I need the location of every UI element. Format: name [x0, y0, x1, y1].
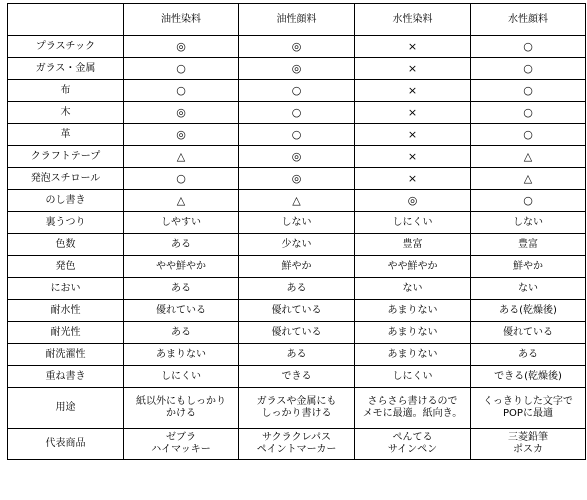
row-label: 代表商品 [8, 429, 124, 460]
table-cell: △ [124, 146, 239, 168]
table-cell: しない [471, 212, 586, 234]
table-cell: △ [471, 146, 586, 168]
table-cell: × [355, 168, 471, 190]
row-label: プラスチック [8, 36, 124, 58]
table-cell: ない [355, 278, 471, 300]
table-cell: ○ [471, 80, 586, 102]
table-cell: △ [471, 168, 586, 190]
table-row [8, 146, 586, 168]
header-row [8, 4, 586, 36]
table-cell: ガラスや金属にも しっかり書ける [239, 388, 355, 429]
table-cell: × [355, 146, 471, 168]
table-cell: ○ [124, 58, 239, 80]
table-cell: 少ない [239, 234, 355, 256]
table-cell: ある [124, 234, 239, 256]
table-row [8, 124, 586, 146]
table-cell: ○ [471, 190, 586, 212]
table-row [8, 190, 586, 212]
table-cell: ある(乾燥後) [471, 300, 586, 322]
table-cell: 鮮やか [471, 256, 586, 278]
table-cell: ○ [124, 168, 239, 190]
table-cell: あまりない [355, 344, 471, 366]
header-oil-pigment: 油性顔料 [239, 4, 355, 36]
table-row [8, 58, 586, 80]
table-cell: 優れている [124, 300, 239, 322]
table-cell: 鮮やか [239, 256, 355, 278]
table-cell: くっきりした文字で POPに最適 [471, 388, 586, 429]
table-row [8, 388, 586, 429]
table-cell: ある [239, 278, 355, 300]
table-cell: あまりない [124, 344, 239, 366]
table-cell: × [355, 124, 471, 146]
table-cell: △ [124, 190, 239, 212]
table-row [8, 234, 586, 256]
table-cell: しにくい [355, 212, 471, 234]
table-cell: 三菱鉛筆 ポスカ [471, 429, 586, 460]
row-label: 発泡スチロール [8, 168, 124, 190]
table-cell: ○ [239, 80, 355, 102]
table-cell: 優れている [471, 322, 586, 344]
table-cell: ○ [124, 80, 239, 102]
table-row [8, 429, 586, 460]
table-cell: ◎ [239, 168, 355, 190]
header-oil-dye: 油性染料 [124, 4, 239, 36]
row-label: 木 [8, 102, 124, 124]
table-cell: しにくい [355, 366, 471, 388]
table-cell: ○ [471, 124, 586, 146]
row-label: ガラス・金属 [8, 58, 124, 80]
table-cell: ◎ [239, 36, 355, 58]
table-cell: できる [239, 366, 355, 388]
row-label: 耐光性 [8, 322, 124, 344]
table-row [8, 278, 586, 300]
table-cell: できる(乾燥後) [471, 366, 586, 388]
table-cell: 豊富 [471, 234, 586, 256]
table-cell: ◎ [239, 146, 355, 168]
table-cell: ゼブラ ハイマッキー [124, 429, 239, 460]
row-label: クラフトテープ [8, 146, 124, 168]
table-cell: ある [124, 278, 239, 300]
table-cell: ○ [471, 102, 586, 124]
table-cell: サクラクレパス ペイントマーカー [239, 429, 355, 460]
table-row [8, 300, 586, 322]
table-cell: あまりない [355, 300, 471, 322]
table-cell: ぺんてる サインペン [355, 429, 471, 460]
table-cell: ある [239, 344, 355, 366]
row-label: 耐洗濯性 [8, 344, 124, 366]
table-cell: さらさら書けるので メモに最適。紙向き。 [355, 388, 471, 429]
row-label: 裏うつり [8, 212, 124, 234]
table-cell: ある [471, 344, 586, 366]
table-cell: × [355, 80, 471, 102]
table-row [8, 36, 586, 58]
row-label: 革 [8, 124, 124, 146]
row-label: のし書き [8, 190, 124, 212]
table-cell: やや鮮やか [124, 256, 239, 278]
header-water-pigment: 水性顔料 [471, 4, 586, 36]
table-cell: しない [239, 212, 355, 234]
table-cell: × [355, 102, 471, 124]
table-row [8, 322, 586, 344]
table-row [8, 102, 586, 124]
table-cell: しやすい [124, 212, 239, 234]
table-cell: あまりない [355, 322, 471, 344]
table-cell: ない [471, 278, 586, 300]
row-label: 耐水性 [8, 300, 124, 322]
table-row [8, 366, 586, 388]
row-label: 色数 [8, 234, 124, 256]
table-cell: やや鮮やか [355, 256, 471, 278]
table-cell: ○ [471, 36, 586, 58]
header-corner [8, 4, 124, 36]
table-cell: 優れている [239, 300, 355, 322]
table-row [8, 344, 586, 366]
comparison-table [7, 3, 586, 460]
row-label: 発色 [8, 256, 124, 278]
table-cell: × [355, 36, 471, 58]
table-cell: △ [239, 190, 355, 212]
row-label: におい [8, 278, 124, 300]
table-cell: ○ [471, 58, 586, 80]
table-cell: × [355, 58, 471, 80]
row-label: 用途 [8, 388, 124, 429]
table-row [8, 80, 586, 102]
table-cell: 豊富 [355, 234, 471, 256]
table-row [8, 256, 586, 278]
table-cell: ◎ [239, 58, 355, 80]
table-cell: 優れている [239, 322, 355, 344]
table-cell: 紙以外にもしっかり かける [124, 388, 239, 429]
row-label: 布 [8, 80, 124, 102]
header-water-dye: 水性染料 [355, 4, 471, 36]
table-cell: ◎ [124, 102, 239, 124]
table-cell: ○ [239, 124, 355, 146]
table-row [8, 212, 586, 234]
table-cell: ◎ [124, 36, 239, 58]
table-cell: ◎ [355, 190, 471, 212]
table-row [8, 168, 586, 190]
row-label: 重ね書き [8, 366, 124, 388]
table-cell: ある [124, 322, 239, 344]
table-cell: ○ [239, 102, 355, 124]
table-cell: ◎ [124, 124, 239, 146]
table-cell: しにくい [124, 366, 239, 388]
